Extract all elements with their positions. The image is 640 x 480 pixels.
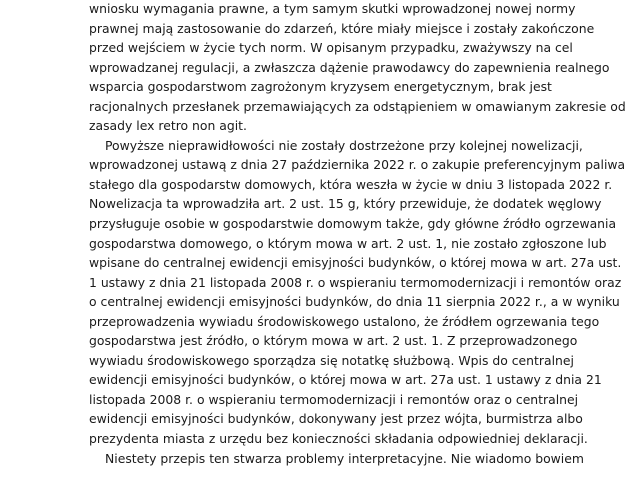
text-line: prezydenta miasta z urzędu bez konieczności składania odpowiedniej deklaracji. [89,431,588,447]
text-line: ewidencji emisyjności budynków, o której mowa w art. 27a ust. 1 ustawy z dnia 21 [89,372,602,388]
text-line: stałego dla gospodarstw domowych, która weszła w życie w dniu 3 listopada 2022 r. [89,176,613,192]
text-line: 1 ustawy z dnia 21 listopada 2008 r. o wspieraniu termomodernizacji i remontów oraz [89,274,622,290]
text-line: racjonalnych przesłanek przemawiających za odstąpieniem w omawianym zakresie od [89,98,626,114]
text-line: prawnej mają zastosowanie do zdarzeń, które miały miejsce i zostały zakończone [89,20,595,36]
text-line: Powyższe nieprawidłowości nie zostały dostrzeżone przy kolejnej nowelizacji, [105,137,583,153]
text-line: o centralnej ewidencji emisyjności budynków, do dnia 11 sierpnia 2022 r., a w wyniku [89,294,620,310]
text-line: listopada 2008 r. o wspieraniu termomodernizacji i remontów oraz o centralnej [89,391,579,407]
text-line: przed wejściem w życie tych norm. W opisanym przypadku, zważywszy na cel [89,40,573,56]
text-line: gospodarstwa domowego, o którym mowa w art. 2 ust. 1, nie zostało zgłoszone lub [89,235,607,251]
paragraph-retroactivity [89,0,626,136]
text-line: przysługuje osobie w gospodarstwie domowym także, gdy główne źródło ogrzewania [89,216,617,232]
text-line: wpisane do centralnej ewidencji emisyjności budynków, o której mowa w art. 27a ust. [89,255,622,271]
text-line: zasady lex retro non agit. [89,118,247,134]
document-body [89,0,626,468]
text-line: przeprowadzenia wywiadu środowiskowego ustalono, że źródłem ogrzewania tego [89,313,600,329]
text-line: Niestety przepis ten stwarza problemy interpretacyjne. Nie wiadomo bowiem [105,450,584,466]
text-line: ewidencji emisyjności budynków, dokonywany jest przez wójta, burmistrza albo [89,411,583,427]
text-line: wniosku wymagania prawne, a tym samym skutki wprowadzonej nowej normy [89,1,576,16]
text-line: wywiadu środowiskowego sporządza się notatkę służbową. Wpis do centralnej [89,352,574,368]
text-line: gospodarstwa jest źródło, o którym mowa w art. 2 ust. 1. Z przeprowadzonego [89,333,578,349]
text-line: Nowelizacja ta wprowadziła art. 2 ust. 15 g, który przewiduje, że dodatek węglowy [89,196,602,212]
paragraph-interpretation [89,449,584,469]
text-line: wprowadzanej regulacji, a zwłaszcza dążenie prawodawcy do zapewnienia realnego [89,59,610,75]
text-line: wsparcia gospodarstwom zagrożonym kryzysem energetycznym, brak jest [89,79,552,95]
text-line: wprowadzonej ustawą z dnia 27 października 2022 r. o zakupie preferencyjnym paliwa [89,157,626,173]
paragraph-amendment [89,136,626,449]
